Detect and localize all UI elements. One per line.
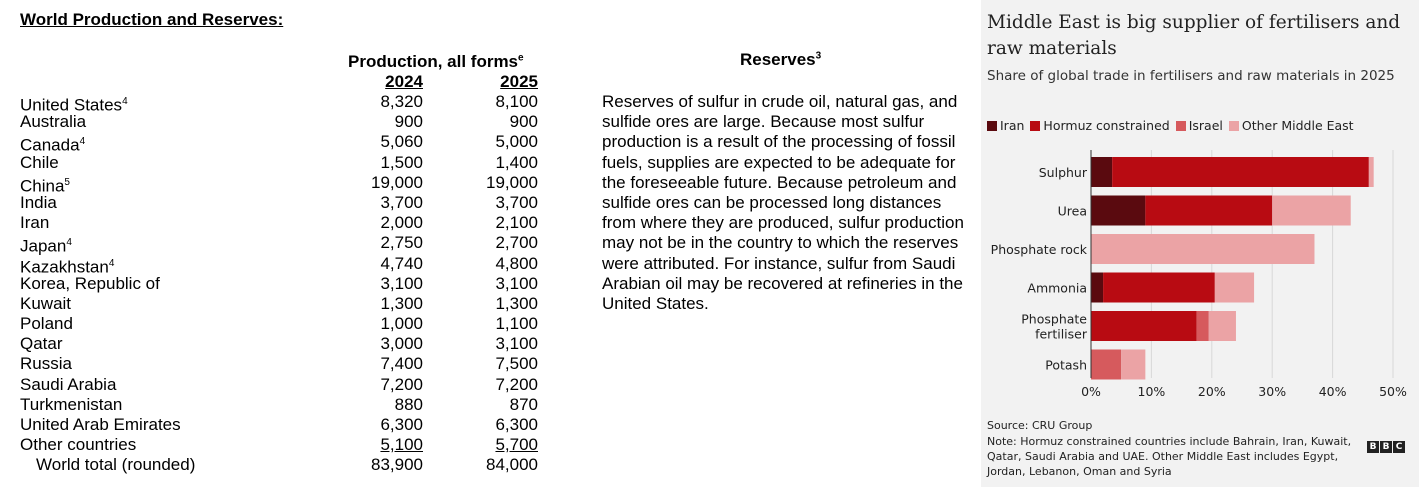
category-label: Urea	[1057, 203, 1087, 219]
country-name: Other countries	[20, 435, 137, 455]
country-name: United Arab Emirates	[20, 415, 181, 434]
value-2024: 2,750	[380, 233, 423, 253]
value-2025: 4,800	[495, 253, 538, 273]
bar-segment	[1209, 311, 1236, 341]
legend-item	[1176, 118, 1223, 133]
value-2025: 1,300	[495, 293, 538, 313]
value-2025: 5,700	[495, 435, 538, 455]
bar-segment	[1091, 273, 1103, 303]
table-row	[20, 455, 580, 475]
table-row	[20, 172, 580, 196]
chart-note: Note: Hormuz constrained countries include Bahrain, Iran, Kuwait, Qatar, Saudi Arabia and UAE. Other Middle East includes Egypt, Jordan, Lebanon, Oman and Syria	[987, 435, 1352, 478]
bar-segment	[1091, 311, 1197, 341]
footnote-marker: 5	[64, 176, 70, 188]
value-2024: 1,000	[380, 314, 423, 334]
value-2024: 4,740	[380, 253, 423, 273]
table-title: World Production and Reserves:	[20, 10, 284, 29]
value-2024: 5,060	[380, 132, 423, 152]
value-2025: 1,400	[495, 152, 538, 172]
country-name: United States$^4$	[20, 95, 128, 115]
legend-item	[1030, 118, 1169, 133]
table-row	[20, 132, 580, 156]
legend-swatch	[1176, 121, 1186, 131]
bar-segment	[1091, 234, 1314, 264]
table-row	[20, 294, 580, 314]
legend-label: Israel	[1188, 118, 1223, 133]
x-tick-label: 10%	[1137, 384, 1166, 399]
country-name: Turkmenistan	[20, 394, 123, 414]
chart-source: Source: CRU Group	[987, 419, 1093, 432]
chart-legend	[987, 118, 1360, 133]
value-2024: 900	[394, 112, 423, 132]
footnote-marker: 4	[66, 237, 72, 249]
country-name: China$^5$	[20, 176, 70, 196]
value-2024: 7,400	[380, 354, 423, 374]
value-2025: 3,100	[495, 334, 538, 354]
table-row	[20, 395, 580, 415]
table-row	[20, 112, 580, 132]
reserves-text: Reserves of sulfur in crude oil, natural gas, and sulfide ores are large. Because most sulfur production is a result of the processing of fossil fuels, supplies are expected to be adequate for the foreseeable future. Because petroleum and sulfide ores can be processed long distances from where they are produced, sulfur production may not be in the country to which the reserves were attributed. For instance, sulfur from Saudi Arabian oil may be recovered at refineries in the United States.	[602, 92, 964, 314]
year-2024-header: 2024	[385, 72, 423, 91]
value-2024: 1,500	[380, 152, 423, 172]
country-name: Kuwait	[20, 293, 72, 313]
bar-segment	[1112, 157, 1369, 187]
value-2024: 19,000	[371, 172, 423, 192]
x-tick-label: 0%	[1081, 384, 1101, 399]
legend-item	[987, 118, 1024, 133]
bbc-logo	[1367, 441, 1406, 453]
chart-subtitle: Share of global trade in fertilisers and raw materials in 2025	[987, 68, 1395, 84]
country-name: Australia	[20, 112, 87, 132]
value-2024: 880	[394, 394, 423, 414]
bar-segment	[1197, 311, 1209, 341]
country-name: World total (rounded)	[36, 455, 196, 475]
bar-segment	[1215, 273, 1254, 303]
country-name: Iran	[20, 213, 50, 233]
value-2025: 2,100	[495, 213, 538, 233]
legend-item	[1229, 118, 1354, 133]
value-2025: 84,000	[486, 455, 538, 475]
logo-block: B	[1367, 441, 1379, 453]
footnote-marker: 4	[122, 96, 128, 107]
legend-swatch	[987, 121, 997, 131]
country-name: Korea, Republic of	[20, 273, 160, 293]
table-row	[20, 233, 580, 256]
country-name: Poland	[20, 314, 73, 334]
value-2024: 5,100	[380, 435, 423, 455]
table-row	[20, 314, 580, 334]
value-2025: 900	[509, 112, 538, 132]
value-2025: 1,100	[495, 314, 538, 334]
chart-title: Middle East is big supplier of fertilisers and raw materials	[987, 12, 1401, 59]
value-2025: 6,300	[495, 415, 538, 434]
country-name: Chile	[20, 152, 59, 172]
value-2025: 2,700	[495, 233, 538, 253]
bar-segment	[1369, 157, 1374, 187]
table-row	[20, 213, 580, 233]
category-label: Phosphate rock	[990, 242, 1087, 257]
value-2024: 2,000	[380, 213, 423, 233]
production-table	[20, 92, 580, 476]
bar-segment	[1121, 350, 1145, 380]
value-2024: 1,300	[380, 293, 423, 313]
table-row	[20, 334, 580, 354]
table-row	[20, 92, 580, 115]
logo-block: B	[1380, 441, 1392, 453]
legend-label: Other Middle East	[1241, 118, 1354, 133]
table-row	[20, 193, 580, 213]
value-2025: 7,200	[495, 374, 538, 394]
value-2025: 7,500	[495, 354, 538, 374]
table-row	[20, 354, 580, 374]
footnote-marker: 4	[108, 257, 115, 269]
logo-block: C	[1393, 441, 1405, 453]
category-label: Sulphur	[1038, 165, 1087, 180]
value-2025: 3,700	[495, 192, 538, 212]
country-name: Qatar	[20, 334, 63, 354]
bar-segment	[1103, 273, 1215, 303]
category-label: Phosphate	[1021, 311, 1087, 327]
reserves-header: Reserves$^3$	[740, 50, 822, 69]
category-label: Ammonia	[1027, 280, 1087, 296]
category-label: fertiliser	[1035, 326, 1087, 342]
table-row	[20, 375, 580, 395]
table-row	[20, 274, 580, 294]
legend-swatch	[1229, 121, 1239, 131]
category-label: Potash	[1045, 357, 1087, 373]
bar-segment	[1091, 157, 1112, 187]
country-name: Canada$^4$	[20, 136, 86, 156]
value-2025: 19,000	[486, 172, 538, 192]
bar-segment	[1091, 196, 1145, 226]
country-name: Kazakhstan$^4$	[20, 257, 115, 277]
legend-label: Iran	[1000, 118, 1025, 133]
year-2025-header: 2025	[500, 72, 538, 91]
value-2024: 8,320	[380, 92, 423, 111]
production-header: Production, all forms$^e$	[348, 52, 524, 71]
country-name: Japan$^4$	[20, 236, 72, 256]
bar-segment	[1272, 196, 1351, 226]
value-2025: 3,100	[495, 273, 538, 293]
x-tick-label: 20%	[1197, 384, 1226, 399]
footnote-marker: 4	[79, 136, 86, 148]
chart-panel	[981, 0, 1419, 487]
bar-chart	[981, 148, 1419, 408]
value-2024: 7,200	[380, 374, 423, 394]
x-tick-label: 40%	[1318, 384, 1347, 399]
value-2024: 3,100	[380, 273, 423, 293]
value-2024: 83,900	[371, 455, 423, 475]
bar-segment	[1145, 196, 1272, 226]
x-tick-label: 50%	[1379, 384, 1407, 399]
bar-segment	[1091, 350, 1121, 380]
value-2024: 3,000	[380, 334, 423, 354]
value-2025: 5,000	[495, 132, 538, 152]
value-2025: 870	[509, 394, 538, 414]
country-name: Saudi Arabia	[20, 374, 117, 394]
value-2025: 8,100	[495, 92, 538, 111]
table-row	[20, 153, 580, 173]
legend-swatch	[1030, 121, 1040, 131]
x-tick-label: 30%	[1258, 384, 1287, 399]
table-row	[20, 435, 580, 455]
value-2024: 6,300	[380, 415, 423, 434]
legend-label: Hormuz constrained	[1043, 118, 1170, 133]
table-row	[20, 253, 580, 277]
country-name: Russia	[20, 354, 72, 374]
value-2024: 3,700	[380, 192, 423, 212]
table-row	[20, 415, 580, 435]
country-name: India	[20, 192, 57, 212]
